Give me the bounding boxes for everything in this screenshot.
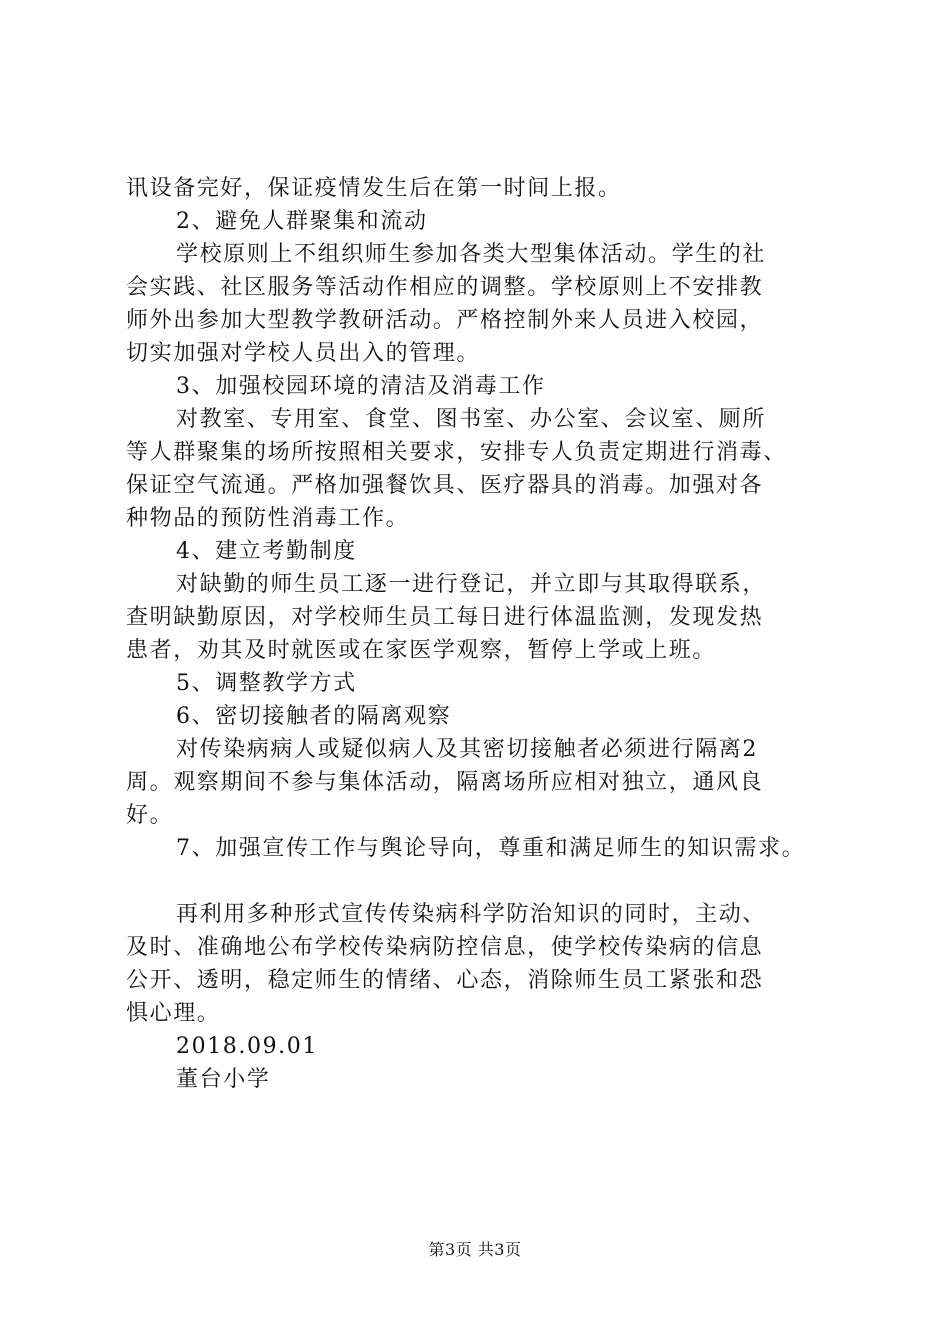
text-line: 及时、准确地公布学校传染病防控信息，使学校传染病的信息 [126, 935, 764, 960]
signature-organization: 董台小学 [176, 1067, 271, 1092]
text-line: 等人群聚集的场所按照相关要求，安排专人负责定期进行消毒、 [126, 440, 787, 465]
paragraph-gap [126, 865, 856, 898]
section-heading: 6、密切接触者的隔离观察 [176, 704, 452, 729]
text-line: 对教室、专用室、食堂、图书室、办公室、会议室、厕所 [176, 407, 767, 432]
text-line: 种物品的预防性消毒工作。 [126, 506, 410, 531]
section-heading: 2、避免人群聚集和流动 [176, 209, 428, 234]
section-heading: 4、建立考勤制度 [176, 539, 357, 564]
text-line: 查明缺勤原因，对学校师生员工每日进行体温监测，发现发热 [126, 605, 764, 630]
document-body [126, 172, 856, 1096]
text-line: 会实践、社区服务等活动作相应的调整。学校原则上不安排教 [126, 275, 764, 300]
text-line: 对缺勤的师生员工逐一进行登记，并立即与其取得联系， [176, 572, 767, 597]
text-line: 好。 [126, 803, 174, 828]
text-line: 再利用多种形式宣传传染病科学防治知识的同时，主动、 [176, 902, 767, 927]
text-line: 公开、透明，稳定师生的情绪、心态，消除师生员工紧张和恐 [126, 968, 764, 993]
page-number: 第3页 共3页 [428, 1240, 522, 1259]
text-line: 保证空气流通。严格加强餐饮具、医疗器具的消毒。加强对各 [126, 473, 764, 498]
section-heading: 3、加强校园环境的清洁及消毒工作 [176, 374, 546, 399]
text-line: 学校原则上不组织师生参加各类大型集体活动。学生的社 [176, 242, 767, 267]
text-line: 惧心理。 [126, 1001, 221, 1026]
text-line: 讯设备完好，保证疫情发生后在第一时间上报。 [126, 176, 622, 201]
text-line: 师外出参加大型教学教研活动。严格控制外来人员进入校园， [126, 308, 764, 333]
section-heading: 5、调整教学方式 [176, 671, 357, 696]
document-date: 2018.09.01 [176, 1034, 318, 1059]
text-line: 周。观察期间不参与集体活动，隔离场所应相对独立，通风良 [126, 770, 764, 795]
text-line: 对传染病病人或疑似病人及其密切接触者必须进行隔离2 [176, 737, 758, 762]
text-line: 患者，劝其及时就医或在家医学观察，暂停上学或上班。 [126, 638, 717, 663]
section-heading: 7、加强宣传工作与舆论导向，尊重和满足师生的知识需求。 [176, 836, 806, 861]
text-line: 切实加强对学校人员出入的管理。 [126, 341, 481, 366]
